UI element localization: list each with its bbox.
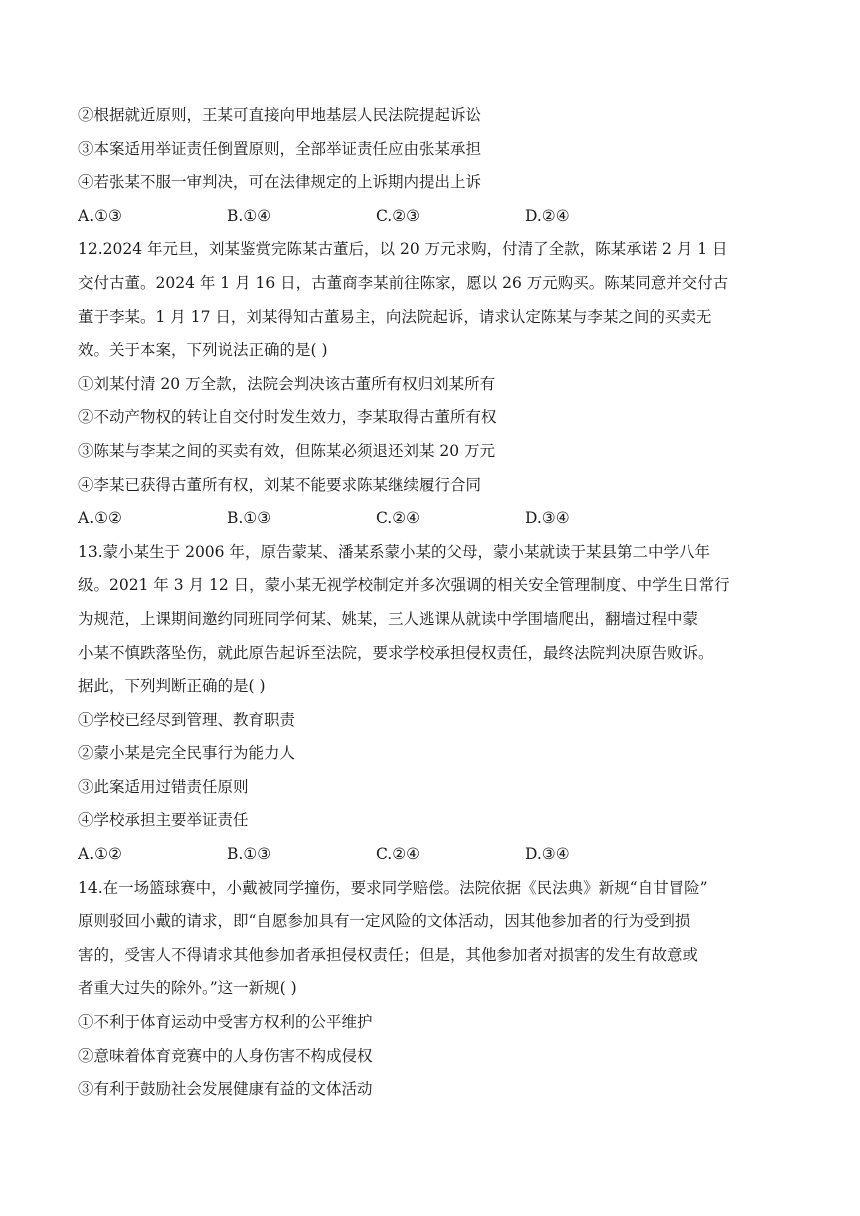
q12-item-2: ②不动产物权的转让自交付时发生效力，李某取得古董所有权: [78, 408, 497, 427]
q12-stem-line: 12.2024 年元旦，刘某鉴赏完陈某古董后，以 20 万元求购，付清了全款，陈某承诺 2 月 1 日: [78, 240, 728, 259]
q14-item-2: ②意味着体育竞赛中的人身伤害不构成侵权: [78, 1046, 373, 1065]
q13-option-a: A.①②: [78, 845, 122, 864]
q11-item-3: ③本案适用举证责任倒置原则，全部举证责任应由张某承担: [78, 139, 482, 158]
q12-item-3: ③陈某与李某之间的买卖有效，但陈某必须退还刘某 20 万元: [78, 441, 496, 460]
q11-option-b: B.①④: [227, 206, 272, 225]
q13-item-3: ③此案适用过错责任原则: [78, 777, 249, 796]
q13-options: [78, 838, 790, 872]
q13-option-c: C.②④: [376, 845, 421, 864]
q13-stem-line: 为规范，上课期间邀约同班同学何某、姚某，三人逃课从就读中学围墙爬出，翻墙过程中蒙: [78, 609, 699, 628]
q13-item-2: ②蒙小某是完全民事行为能力人: [78, 744, 296, 763]
q13-item-1: ①学校已经尽到管理、教育职责: [78, 710, 296, 729]
q11-option-c: C.②③: [376, 206, 421, 225]
q13-stem-line: 据此，下列判断正确的是( ): [78, 677, 266, 696]
q13-item-4: ④学校承担主要举证责任: [78, 811, 249, 830]
q13-option-b: B.①③: [227, 845, 272, 864]
q14-stem-line: 14.在一场篮球赛中，小戴被同学撞伤，要求同学赔偿。法院依据《民法典》新规“自甘冒险”: [78, 878, 708, 897]
question-11: [78, 99, 790, 233]
exam-page: [78, 99, 790, 1107]
q14-stem-line: 害的，受害人不得请求其他参加者承担侵权责任；但是，其他参加者对损害的发生有故意或: [78, 945, 699, 964]
question-13: [78, 536, 790, 872]
q14-stem-line: 原则驳回小戴的请求，即“自愿参加具有一定风险的文体活动，因其他参加者的行为受到损: [78, 912, 691, 931]
q12-options: [78, 502, 790, 536]
q11-item-4: ④若张某不服一审判决，可在法律规定的上诉期内提出上诉: [78, 173, 482, 192]
q14-item-1: ①不利于体育运动中受害方权利的公平维护: [78, 1013, 373, 1032]
q12-stem-line: 交付古董。2024 年 1 月 16 日，古董商李某前往陈家，愿以 26 万元购买。陈某同意并交付古: [78, 273, 729, 292]
q12-option-b: B.①③: [227, 509, 272, 528]
q12-stem-line: 效。关于本案，下列说法正确的是( ): [78, 341, 328, 360]
q13-stem-line: 小某不慎跌落坠伤，就此原告起诉至法院，要求学校承担侵权责任，最终法院判决原告败诉。: [78, 643, 714, 662]
q12-item-1: ①刘某付清 20 万全款，法院会判决该古董所有权归刘某所有: [78, 374, 496, 393]
question-12: [78, 233, 790, 535]
q11-options: [78, 200, 790, 234]
q12-option-d: D.③④: [525, 509, 570, 528]
q13-stem-line: 13.蒙小某生于 2006 年，原告蒙某、潘某系蒙小某的父母，蒙小某就读于某县第二中学八年: [78, 542, 710, 561]
question-14: [78, 872, 790, 1107]
q12-stem-line: 董于李某。1 月 17 日，刘某得知古董易主，向法院起诉，请求认定陈某与李某之间的买卖无: [78, 307, 712, 326]
q12-option-c: C.②④: [376, 509, 421, 528]
q14-item-3: ③有利于鼓励社会发展健康有益的文体活动: [78, 1080, 373, 1099]
q13-stem-line: 级。2021 年 3 月 12 日，蒙小某无视学校制定并多次强调的相关安全管理制度、中学生日常行: [78, 576, 730, 595]
q11-item-2: ②根据就近原则，王某可直接向甲地基层人民法院提起诉讼: [78, 106, 482, 124]
q14-stem-line: 者重大过失的除外。”这一新规( ): [78, 979, 297, 998]
q11-option-a: A.①③: [78, 206, 122, 225]
q11-option-d: D.②④: [525, 206, 570, 225]
q12-option-a: A.①②: [78, 509, 122, 528]
q13-option-d: D.③④: [525, 845, 570, 864]
q12-item-4: ④李某已获得古董所有权，刘某不能要求陈某继续履行合同: [78, 475, 482, 494]
